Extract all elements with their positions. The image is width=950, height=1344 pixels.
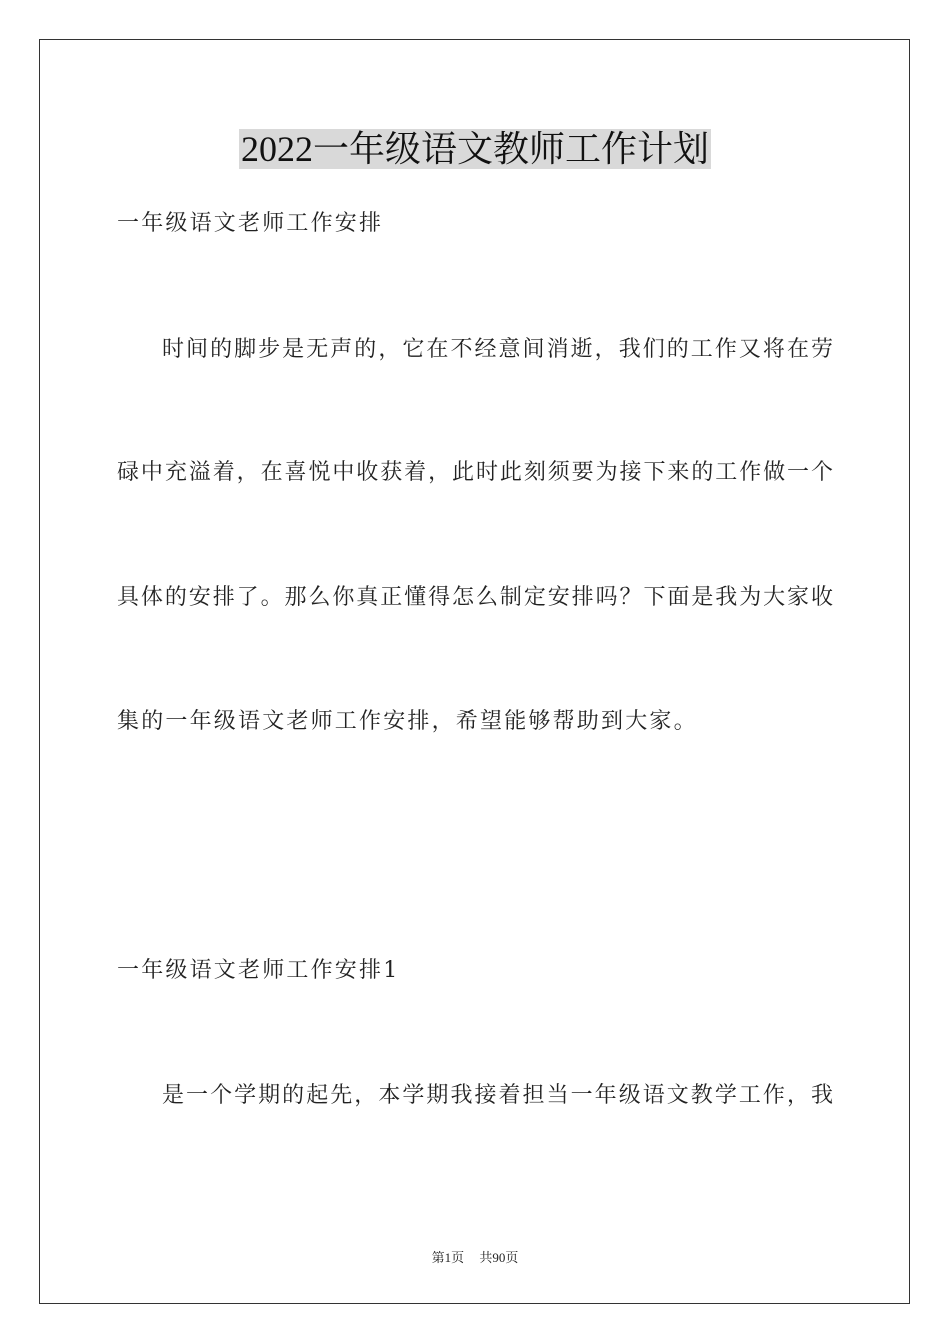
paragraph-line: 碌中充溢着，在喜悦中收获着，此时此刻须要为接下来的工作做一个 — [117, 460, 833, 485]
page-number: 第1页 — [431, 1250, 465, 1265]
paragraph-line: 集的一年级语文老师工作安排，希望能够帮助到大家。 — [117, 709, 698, 734]
paragraph-line: 具体的安排了。那么你真正懂得怎么制定安排吗？下面是我为大家收 — [117, 585, 833, 610]
document-title — [0, 126, 950, 172]
page-footer — [0, 1247, 950, 1266]
paragraph-line: 是一个学期的起先，本学期我接着担当一年级语文教学工作，我 — [162, 1083, 833, 1108]
page-total: 共90页 — [479, 1250, 519, 1265]
document-title-text: 2022一年级语文教师工作计划 — [240, 129, 709, 169]
paragraph-line: 时间的脚步是无声的，它在不经意间消逝，我们的工作又将在劳 — [162, 337, 833, 362]
document-subtitle: 一年级语文老师工作安排 — [117, 211, 384, 236]
section-heading: 一年级语文老师工作安排1 — [117, 958, 400, 983]
